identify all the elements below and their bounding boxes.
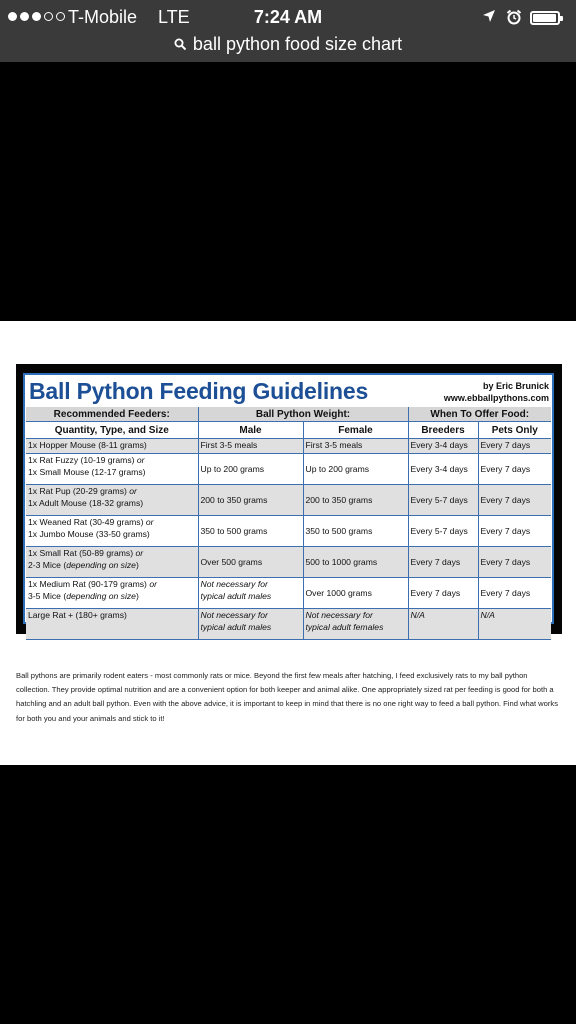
column-header: Male <box>198 422 303 439</box>
pets-cell: Every 7 days <box>478 547 551 578</box>
author-line: by Eric Brunick <box>482 381 549 391</box>
column-header: Female <box>303 422 408 439</box>
male-weight-cell: 350 to 500 grams <box>198 516 303 547</box>
column-header: Pets Only <box>478 422 551 439</box>
group-header-timing: When To Offer Food: <box>408 407 551 422</box>
feeding-table <box>26 407 551 640</box>
male-weight-cell: 200 to 350 grams <box>198 485 303 516</box>
search-query-bar[interactable] <box>0 31 576 57</box>
female-weight-cell: 500 to 1000 grams <box>303 547 408 578</box>
chart-title: Ball Python Feeding Guidelines <box>29 378 369 404</box>
search-query-text[interactable]: ball python food size chart <box>192 33 403 54</box>
pets-cell: Every 7 days <box>478 454 551 485</box>
female-weight-cell: 350 to 500 grams <box>303 516 408 547</box>
column-header: Quantity, Type, and Size <box>26 422 198 439</box>
table-row <box>26 547 551 578</box>
breeders-cell: N/A <box>408 609 478 640</box>
breeders-cell: Every 5-7 days <box>408 485 478 516</box>
battery-icon <box>530 11 560 25</box>
table-row <box>26 578 551 609</box>
group-header-feeders: Recommended Feeders: <box>26 407 198 422</box>
table-row <box>26 454 551 485</box>
breeders-cell: Every 7 days <box>408 578 478 609</box>
carrier-name: T-Mobile <box>68 7 138 27</box>
female-weight-cell: Over 1000 grams <box>303 578 408 609</box>
network-type: LTE <box>158 7 190 27</box>
breeders-cell: Every 5-7 days <box>408 516 478 547</box>
male-weight-cell: Not necessary for typical adult males <box>198 609 303 640</box>
breeders-cell: Every 7 days <box>408 547 478 578</box>
pets-cell: Every 7 days <box>478 485 551 516</box>
pets-cell: Every 7 days <box>478 439 551 454</box>
feeding-chart-image <box>16 364 562 634</box>
table-row <box>26 485 551 516</box>
pets-cell: N/A <box>478 609 551 640</box>
feeder-cell: 1x Rat Pup (20-29 grams) or 1x Adult Mouse (18-32 grams) <box>26 485 198 516</box>
breeders-cell: Every 3-4 days <box>408 439 478 454</box>
feeder-cell: 1x Weaned Rat (30-49 grams) or 1x Jumbo Mouse (33-50 grams) <box>26 516 198 547</box>
feeder-cell: Large Rat + (180+ grams) <box>26 609 198 640</box>
description-text: Ball pythons are primarily rodent eaters - most commonly rats or mice. Beyond the first few meals after hatching, I feed exclusively rats to my ball python collection. They provide optimal nutrition and are a convenient option for both keeper and animal alike. One appropriately sized rat per feeding is good for both a hatchling and an adult ball python. Even with the above advice, it is important to keep in mind that there is no one right way to feed a ball python. Find what works for both you and your animals and stick to it! <box>16 671 559 723</box>
search-icon <box>174 38 187 51</box>
alarm-icon <box>506 9 522 30</box>
group-header-weight: Ball Python Weight: <box>198 407 408 422</box>
female-weight-cell: First 3-5 meals <box>303 439 408 454</box>
feeder-cell: 1x Rat Fuzzy (10-19 grams) or 1x Small Mouse (12-17 grams) <box>26 454 198 485</box>
female-weight-cell: Not necessary for typical adult females <box>303 609 408 640</box>
image-result-card[interactable] <box>0 321 576 765</box>
location-arrow-icon <box>482 9 496 28</box>
feeding-chart <box>23 373 554 632</box>
table-row <box>26 439 551 454</box>
clock: 7:24 AM <box>253 7 323 27</box>
breeders-cell: Every 3-4 days <box>408 454 478 485</box>
feeder-cell: 1x Medium Rat (90-179 grams) or 3-5 Mice (depending on size) <box>26 578 198 609</box>
pets-cell: Every 7 days <box>478 578 551 609</box>
feeder-cell: 1x Small Rat (50-89 grams) or 2-3 Mice (depending on size) <box>26 547 198 578</box>
male-weight-cell: Not necessary for typical adult males <box>198 578 303 609</box>
status-bar <box>0 0 576 62</box>
website-line: www.ebballpythons.com <box>443 393 549 403</box>
column-header: Breeders <box>408 422 478 439</box>
male-weight-cell: Over 500 grams <box>198 547 303 578</box>
feeder-cell: 1x Hopper Mouse (8-11 grams) <box>26 439 198 454</box>
table-row <box>26 516 551 547</box>
female-weight-cell: 200 to 350 grams <box>303 485 408 516</box>
chart-credit <box>444 380 549 404</box>
male-weight-cell: First 3-5 meals <box>198 439 303 454</box>
table-row <box>26 609 551 640</box>
female-weight-cell: Up to 200 grams <box>303 454 408 485</box>
male-weight-cell: Up to 200 grams <box>198 454 303 485</box>
pets-cell: Every 7 days <box>478 516 551 547</box>
